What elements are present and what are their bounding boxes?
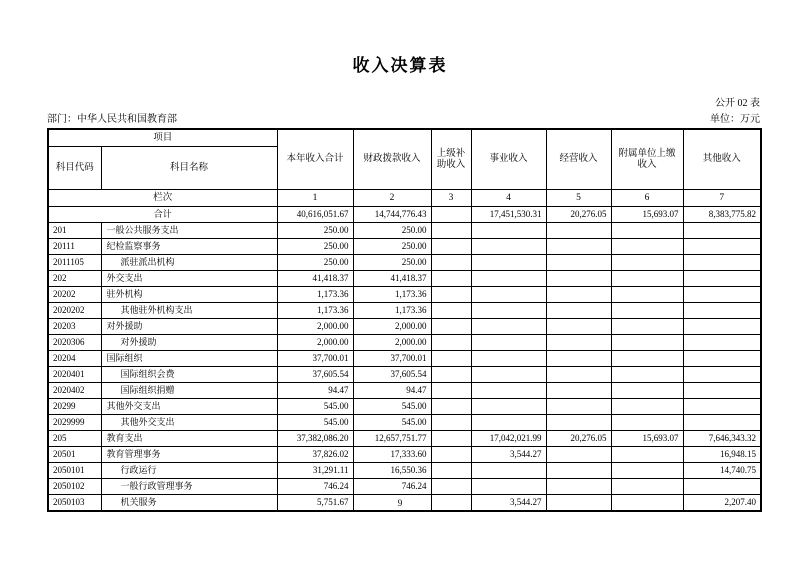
value-cell xyxy=(431,447,471,463)
value-cell xyxy=(611,271,683,287)
value-cell xyxy=(611,351,683,367)
value-cell xyxy=(683,415,761,431)
page-number: 9 xyxy=(397,498,403,508)
value-cell: 250.00 xyxy=(353,255,431,271)
value-cell: 37,700.01 xyxy=(353,351,431,367)
value-cell: 1,173.36 xyxy=(353,303,431,319)
value-cell xyxy=(683,383,761,399)
value-cell xyxy=(546,399,611,415)
value-cell xyxy=(546,335,611,351)
value-cell xyxy=(431,463,471,479)
value-cell: 12,657,751.77 xyxy=(353,431,431,447)
table-row xyxy=(48,319,761,335)
value-cell: 2,207.40 xyxy=(683,495,761,512)
value-cell xyxy=(611,239,683,255)
value-cell: 545.00 xyxy=(277,399,353,415)
value-cell xyxy=(431,239,471,255)
value-cell xyxy=(431,271,471,287)
value-cell xyxy=(546,223,611,239)
value-cell: 41,418.37 xyxy=(353,271,431,287)
value-cell xyxy=(683,287,761,303)
value-cell: 250.00 xyxy=(277,255,353,271)
column-number: 5 xyxy=(546,190,611,207)
value-cell: 14,744,776.43 xyxy=(353,207,431,223)
value-cell: 250.00 xyxy=(353,223,431,239)
value-cell: 7,646,343.32 xyxy=(683,431,761,447)
subject-code-cell: 2011105 xyxy=(48,255,101,271)
header-row-project xyxy=(48,129,761,147)
value-cell: 16,550.36 xyxy=(353,463,431,479)
subject-name-cell: 对外援助 xyxy=(101,319,277,335)
value-cell: 41,418.37 xyxy=(277,271,353,287)
value-cell xyxy=(611,399,683,415)
value-cell: 545.00 xyxy=(353,415,431,431)
value-cell xyxy=(471,319,546,335)
value-cell xyxy=(611,367,683,383)
subject-code-cell: 2050103 xyxy=(48,495,101,512)
value-cell xyxy=(683,303,761,319)
value-cell: 1,173.36 xyxy=(277,303,353,319)
column-header-other-income: 其他收入 xyxy=(683,129,761,190)
value-cell: 37,605.54 xyxy=(277,367,353,383)
value-cell xyxy=(683,319,761,335)
subject-code-cell: 2020402 xyxy=(48,383,101,399)
column-number: 6 xyxy=(611,190,683,207)
value-cell: 5,751.67 xyxy=(277,495,353,512)
subject-code-cell: 202 xyxy=(48,271,101,287)
value-cell: 15,693.07 xyxy=(611,207,683,223)
column-header-business-income: 事业收入 xyxy=(471,129,546,190)
value-cell xyxy=(546,303,611,319)
value-cell xyxy=(546,447,611,463)
value-cell xyxy=(546,319,611,335)
value-cell xyxy=(471,303,546,319)
value-cell: 250.00 xyxy=(353,239,431,255)
value-cell xyxy=(471,287,546,303)
value-cell xyxy=(471,463,546,479)
value-cell xyxy=(683,351,761,367)
subject-name-cell: 国际组织会费 xyxy=(101,367,277,383)
value-cell xyxy=(431,367,471,383)
subject-code-cell: 20204 xyxy=(48,351,101,367)
value-cell: 1,173.36 xyxy=(353,287,431,303)
table-row xyxy=(48,367,761,383)
table-row xyxy=(48,303,761,319)
subject-name-cell: 其他外交支出 xyxy=(101,399,277,415)
value-cell xyxy=(431,287,471,303)
value-cell xyxy=(611,383,683,399)
value-cell xyxy=(546,463,611,479)
column-header-fiscal-appropriation: 财政拨款收入 xyxy=(353,129,431,190)
value-cell xyxy=(431,399,471,415)
value-cell xyxy=(611,335,683,351)
value-cell: 746.24 xyxy=(277,479,353,495)
subject-code-cell: 20299 xyxy=(48,399,101,415)
table-row xyxy=(48,239,761,255)
table-row xyxy=(48,271,761,287)
subject-name-cell: 对外援助 xyxy=(101,335,277,351)
subject-name-cell: 外交支出 xyxy=(101,271,277,287)
subject-code-cell: 20111 xyxy=(48,239,101,255)
table-row xyxy=(48,415,761,431)
value-cell xyxy=(471,271,546,287)
table-row xyxy=(48,335,761,351)
column-number: 2 xyxy=(353,190,431,207)
table-row xyxy=(48,447,761,463)
value-cell xyxy=(611,255,683,271)
value-cell xyxy=(431,207,471,223)
value-cell xyxy=(683,479,761,495)
value-cell xyxy=(546,367,611,383)
subject-code-cell: 205 xyxy=(48,431,101,447)
value-cell: 545.00 xyxy=(353,399,431,415)
value-cell xyxy=(683,367,761,383)
table-row xyxy=(48,399,761,415)
value-cell: 545.00 xyxy=(277,415,353,431)
subject-code-cell: 2020401 xyxy=(48,367,101,383)
value-cell xyxy=(431,319,471,335)
income-final-accounts-table xyxy=(47,128,762,512)
unit-label: 单位：万元 xyxy=(710,114,760,125)
value-cell: 37,382,086.20 xyxy=(277,431,353,447)
subject-code-cell: 201 xyxy=(48,223,101,239)
value-cell xyxy=(683,335,761,351)
value-cell: 15,693.07 xyxy=(611,431,683,447)
meta-line xyxy=(47,110,760,125)
value-cell: 17,333.60 xyxy=(353,447,431,463)
subject-code-cell: 2020306 xyxy=(48,335,101,351)
value-cell xyxy=(611,319,683,335)
page-title: 收入决算表 xyxy=(352,56,448,75)
value-cell: 31,291.11 xyxy=(277,463,353,479)
table-row xyxy=(48,255,761,271)
value-cell: 37,700.01 xyxy=(277,351,353,367)
table-row xyxy=(48,431,761,447)
value-cell xyxy=(431,415,471,431)
value-cell xyxy=(431,383,471,399)
subject-name-cell: 一般行政管理事务 xyxy=(101,479,277,495)
value-cell: 250.00 xyxy=(277,239,353,255)
value-cell xyxy=(546,351,611,367)
project-header: 项目 xyxy=(48,129,277,147)
value-cell: 16,948.15 xyxy=(683,447,761,463)
column-header-superior-subsidy: 上级补助收入 xyxy=(431,129,471,190)
value-cell: 746.24 xyxy=(353,479,431,495)
value-cell xyxy=(431,223,471,239)
subject-name-cell: 教育管理事务 xyxy=(101,447,277,463)
table-row xyxy=(48,383,761,399)
value-cell xyxy=(471,239,546,255)
value-cell xyxy=(471,399,546,415)
value-cell xyxy=(546,239,611,255)
value-cell: 2,000.00 xyxy=(353,319,431,335)
value-cell xyxy=(471,255,546,271)
subject-code-cell: 20203 xyxy=(48,319,101,335)
subject-code-header: 科目代码 xyxy=(48,147,101,190)
value-cell xyxy=(431,335,471,351)
value-cell xyxy=(471,223,546,239)
subject-name-cell: 派驻派出机构 xyxy=(101,255,277,271)
value-cell xyxy=(431,303,471,319)
table-body xyxy=(48,207,761,512)
department-label: 部门：中华人民共和国教育部 xyxy=(47,114,177,125)
value-cell xyxy=(683,399,761,415)
value-cell xyxy=(683,271,761,287)
value-cell xyxy=(471,415,546,431)
column-number: 7 xyxy=(683,190,761,207)
value-cell: 40,616,051.67 xyxy=(277,207,353,223)
subject-code-cell: 2020202 xyxy=(48,303,101,319)
subject-code-cell: 2050101 xyxy=(48,463,101,479)
value-cell: 20,276.05 xyxy=(546,431,611,447)
column-header-total-income: 本年收入合计 xyxy=(277,129,353,190)
value-cell xyxy=(611,287,683,303)
column-header-affiliated-unit: 附属单位上缴收入 xyxy=(611,129,683,190)
value-cell: 17,042,021.99 xyxy=(471,431,546,447)
subject-name-cell: 驻外机构 xyxy=(101,287,277,303)
value-cell xyxy=(546,479,611,495)
value-cell: 1,173.36 xyxy=(277,287,353,303)
value-cell xyxy=(431,431,471,447)
subject-name-cell: 教育支出 xyxy=(101,431,277,447)
value-cell xyxy=(683,255,761,271)
value-cell xyxy=(431,351,471,367)
column-index-label: 栏次 xyxy=(48,190,277,207)
value-cell: 17,451,530.31 xyxy=(471,207,546,223)
value-cell: 250.00 xyxy=(277,223,353,239)
value-cell xyxy=(431,255,471,271)
value-cell: 2,000.00 xyxy=(353,335,431,351)
value-cell xyxy=(611,479,683,495)
row-label-total: 合计 xyxy=(48,207,277,223)
value-cell xyxy=(546,383,611,399)
value-cell xyxy=(546,255,611,271)
value-cell xyxy=(611,415,683,431)
subject-name-cell: 国际组织 xyxy=(101,351,277,367)
table-code-label: 公开 02 表 xyxy=(715,98,760,109)
value-cell xyxy=(546,287,611,303)
subject-code-cell: 2050102 xyxy=(48,479,101,495)
subject-code-cell: 2029999 xyxy=(48,415,101,431)
subject-name-header: 科目名称 xyxy=(101,147,277,190)
value-cell: 3,544.27 xyxy=(471,447,546,463)
value-cell xyxy=(471,367,546,383)
table-row xyxy=(48,463,761,479)
value-cell: 94.47 xyxy=(277,383,353,399)
value-cell: 2,000.00 xyxy=(277,319,353,335)
value-cell xyxy=(611,447,683,463)
subject-name-cell: 纪检监察事务 xyxy=(101,239,277,255)
subject-name-cell: 国际组织捐赠 xyxy=(101,383,277,399)
subject-code-cell: 20501 xyxy=(48,447,101,463)
column-number: 3 xyxy=(431,190,471,207)
value-cell xyxy=(683,239,761,255)
subject-code-cell: 20202 xyxy=(48,287,101,303)
column-number: 1 xyxy=(277,190,353,207)
value-cell: 8,383,775.82 xyxy=(683,207,761,223)
table-row xyxy=(48,479,761,495)
value-cell xyxy=(546,271,611,287)
subject-name-cell: 其他驻外机构支出 xyxy=(101,303,277,319)
table-row xyxy=(48,223,761,239)
subject-name-cell: 行政运行 xyxy=(101,463,277,479)
value-cell xyxy=(611,463,683,479)
column-number: 4 xyxy=(471,190,546,207)
value-cell xyxy=(611,303,683,319)
value-cell: 37,605.54 xyxy=(353,367,431,383)
value-cell xyxy=(431,479,471,495)
value-cell xyxy=(471,479,546,495)
value-cell: 20,276.05 xyxy=(546,207,611,223)
header-row-index xyxy=(48,190,761,207)
value-cell: 94.47 xyxy=(353,383,431,399)
value-cell xyxy=(471,335,546,351)
value-cell xyxy=(683,223,761,239)
table-row xyxy=(48,207,761,223)
value-cell xyxy=(471,383,546,399)
value-cell xyxy=(611,223,683,239)
value-cell: 2,000.00 xyxy=(277,335,353,351)
value-cell xyxy=(546,415,611,431)
subject-name-cell: 其他外交支出 xyxy=(101,415,277,431)
value-cell xyxy=(471,351,546,367)
value-cell: 14,740.75 xyxy=(683,463,761,479)
subject-name-cell: 一般公共服务支出 xyxy=(101,223,277,239)
value-cell: 3,544.27 xyxy=(471,495,546,512)
table-row xyxy=(48,287,761,303)
value-cell: 37,826.02 xyxy=(277,447,353,463)
table-row xyxy=(48,351,761,367)
subject-name-cell: 机关服务 xyxy=(101,495,277,512)
column-header-operating-income: 经营收入 xyxy=(546,129,611,190)
